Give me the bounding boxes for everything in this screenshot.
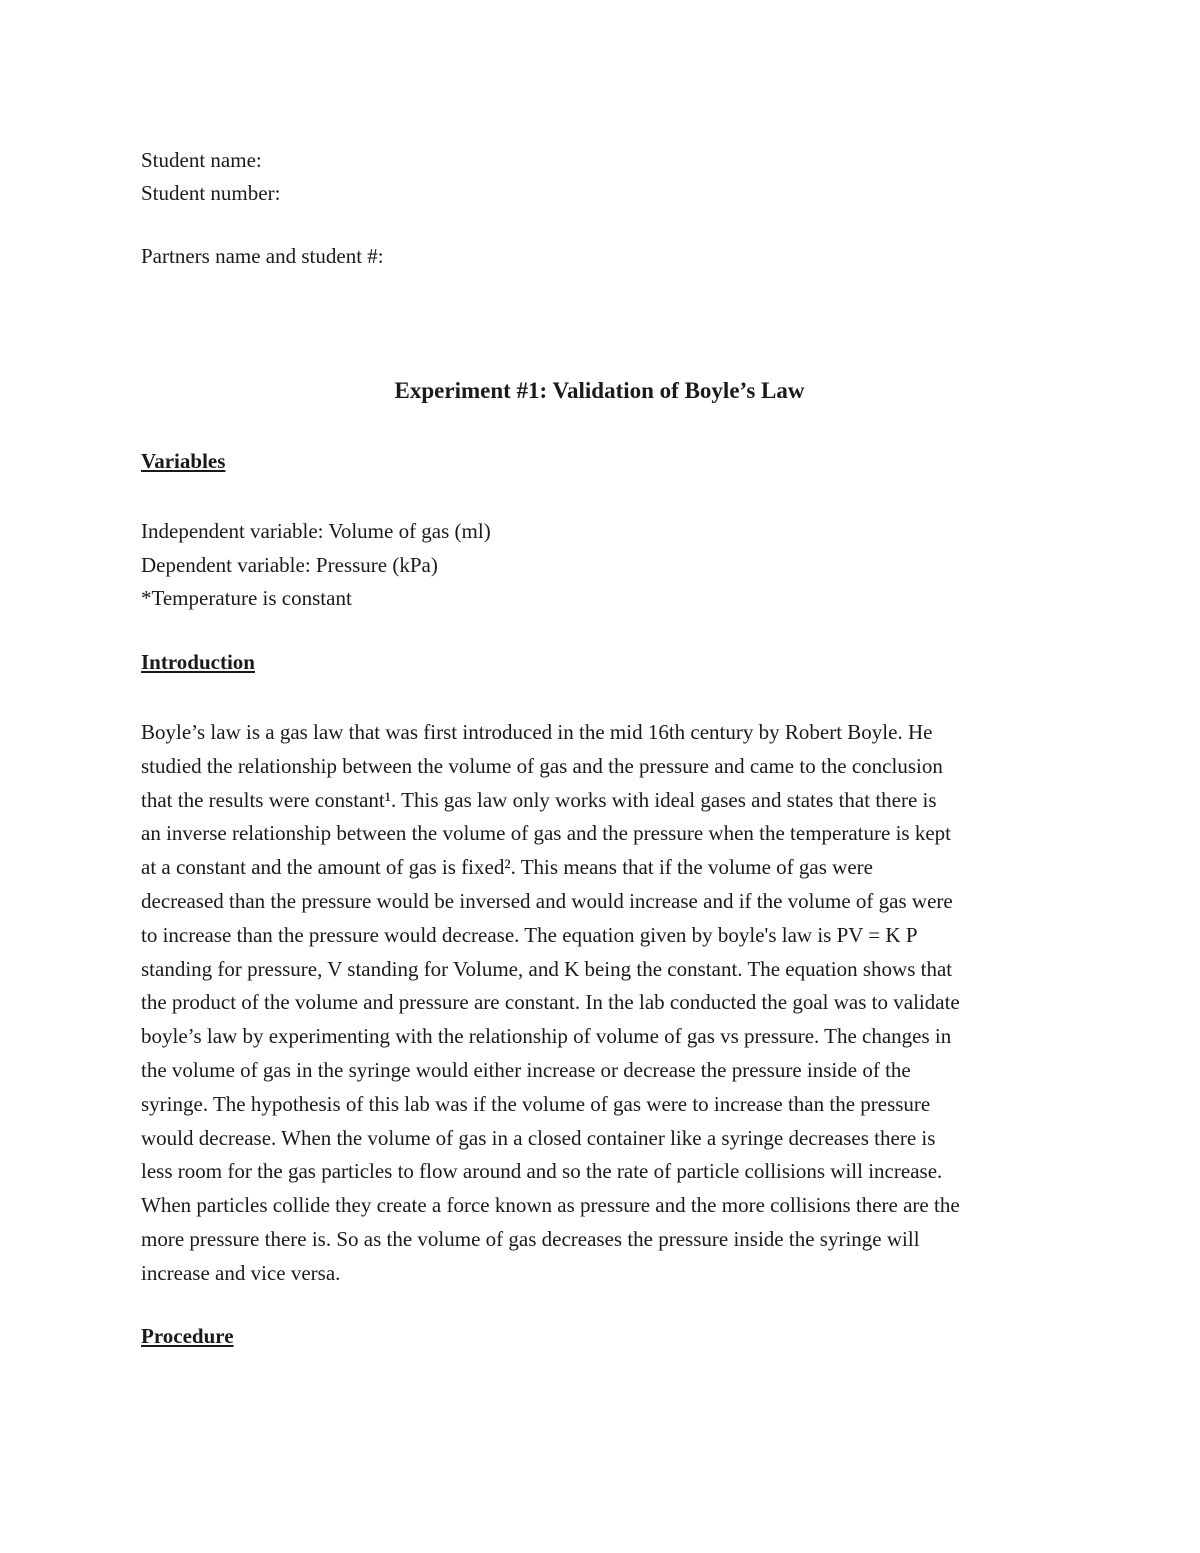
paragraph-line: an inverse relationship between the volume of gas and the pressure when the temperature is kept — [141, 821, 951, 846]
document-title: Experiment #1: Validation of Boyle’s Law — [394, 378, 805, 403]
dependent-variable: Dependent variable: Pressure (kPa) — [141, 552, 438, 577]
paragraph-line: more pressure there is. So as the volume of gas decreases the pressure inside the syringe will — [141, 1226, 920, 1251]
paragraph-line: that the results were constant¹. This gas law only works with ideal gases and states that there is — [141, 787, 937, 812]
variables-list — [141, 515, 491, 616]
paragraph-line: Boyle’s law is a gas law that was first introduced in the mid 16th century by Robert Boyle. He — [141, 720, 933, 744]
paragraph-line: studied the relationship between the volume of gas and the pressure and came to the conclusion — [141, 753, 943, 778]
introduction-paragraph — [141, 716, 960, 1291]
paragraph-line: the volume of gas in the syringe would either increase or decrease the pressure inside of the — [141, 1057, 911, 1082]
student-info — [141, 144, 280, 210]
paragraph-line: at a constant and the amount of gas is fixed². This means that if the volume of gas were — [141, 855, 873, 880]
independent-variable: Independent variable: Volume of gas (ml) — [141, 519, 491, 543]
paragraph-line: to increase than the pressure would decrease. The equation given by boyle's law is PV = K P — [141, 922, 918, 947]
paragraph-line: boyle’s law by experimenting with the relationship of volume of gas vs pressure. The changes in — [141, 1024, 952, 1049]
introduction-heading: Introduction — [141, 650, 255, 674]
paragraph-line: would decrease. When the volume of gas in a closed container like a syringe decreases there is — [141, 1125, 936, 1150]
paragraph-line: the product of the volume and pressure are constant. In the lab conducted the goal was to validate — [141, 990, 960, 1015]
student-number-label: Student number: — [141, 181, 281, 205]
procedure-heading: Procedure — [141, 1324, 234, 1348]
paragraph-line: increase and vice versa. — [141, 1260, 341, 1285]
paragraph-line: When particles collide they create a force known as pressure and the more collisions there are the — [141, 1193, 960, 1218]
partners-label: Partners name and student #: — [141, 244, 384, 268]
paragraph-line: standing for pressure, V standing for Volume, and K being the constant. The equation shows that — [141, 956, 953, 981]
paragraph-line: decreased than the pressure would be inversed and would increase and if the volume of gas were — [141, 888, 953, 913]
paragraph-line: syringe. The hypothesis of this lab was if the volume of gas were to increase than the pressure — [141, 1091, 931, 1116]
variables-heading: Variables — [141, 449, 226, 473]
student-name-label: Student name: — [141, 148, 262, 172]
paragraph-line: less room for the gas particles to flow around and so the rate of particle collisions will increase. — [141, 1159, 943, 1184]
controlled-variable-note: *Temperature is constant — [141, 586, 352, 610]
